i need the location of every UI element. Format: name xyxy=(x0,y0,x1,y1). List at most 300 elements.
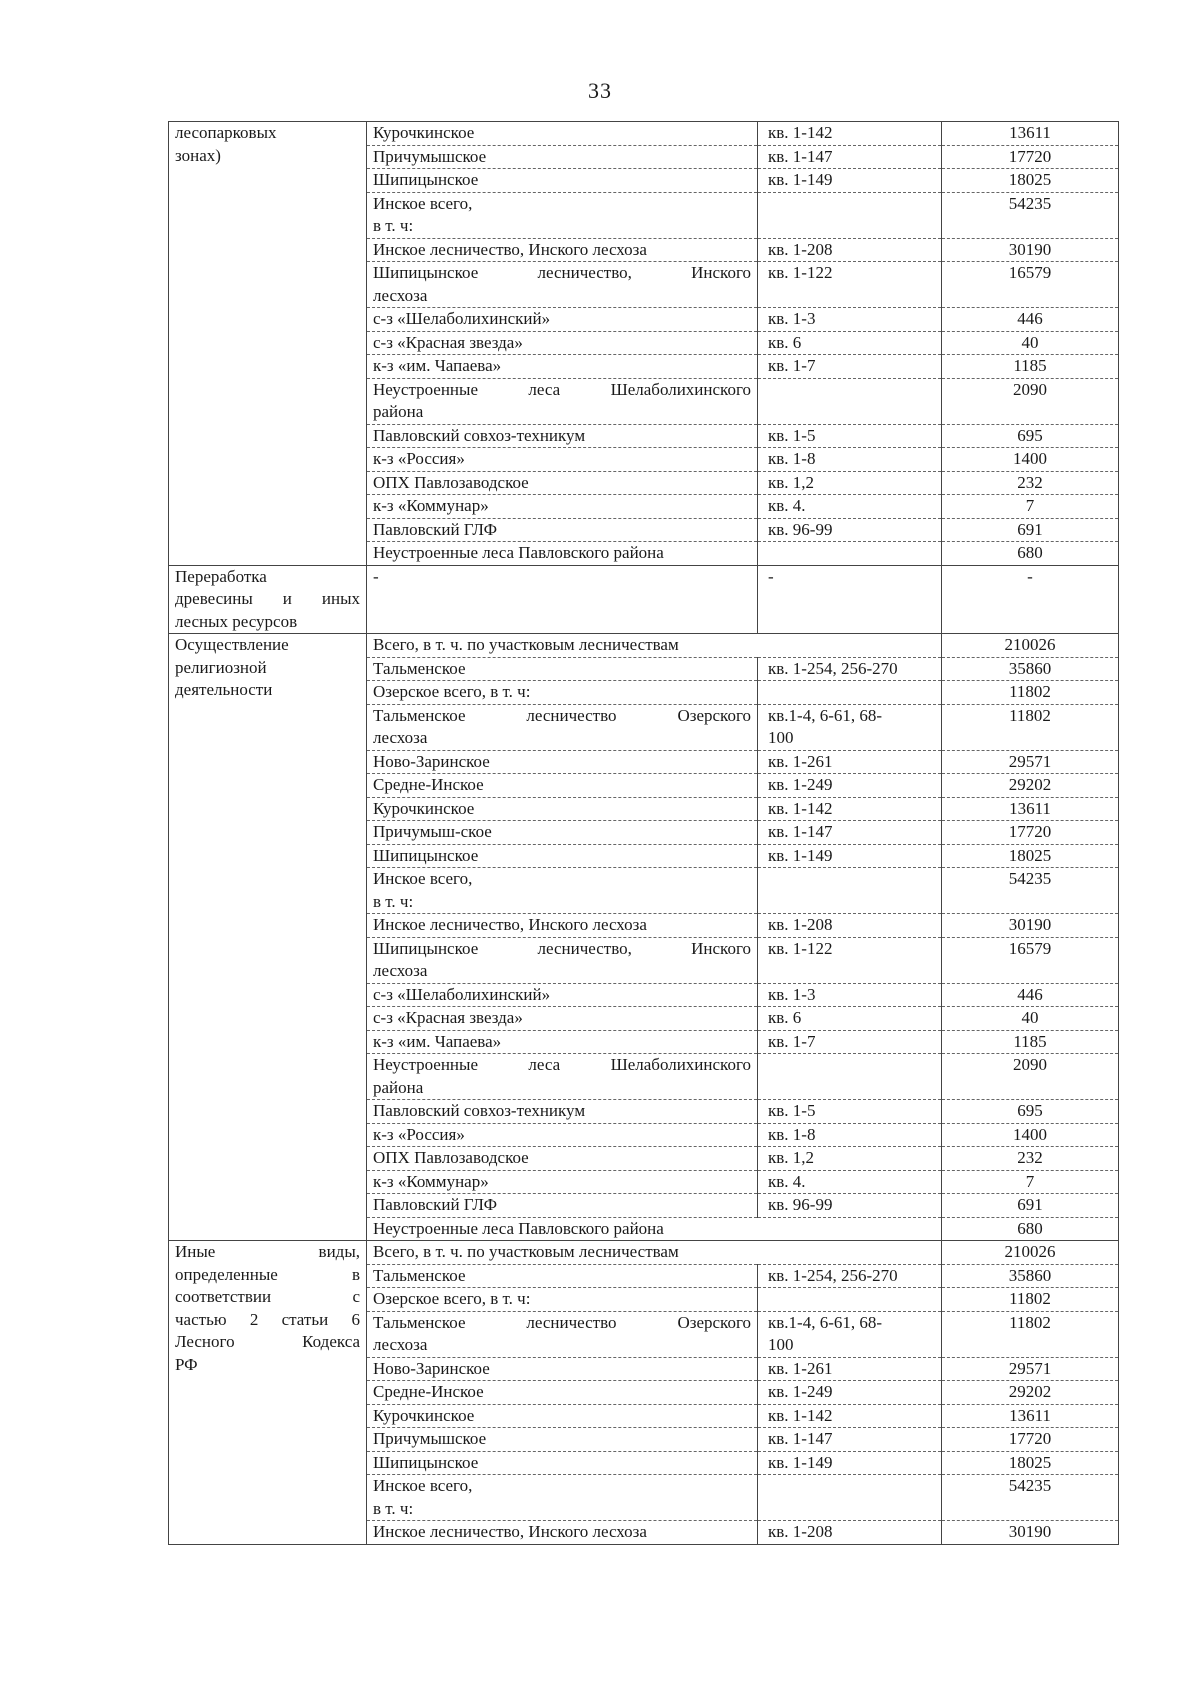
area-value: 29571 xyxy=(1008,1358,1052,1378)
forestry-name-cell xyxy=(367,1007,758,1031)
forestry-name: с-з «Шелаболихинский» xyxy=(373,984,551,1004)
quarters-value: кв. 6 xyxy=(768,332,802,352)
forestry-name-continuation: района xyxy=(373,1077,424,1097)
forestry-name-cell xyxy=(367,378,758,424)
area-cell xyxy=(942,681,1119,705)
area-value: 13611 xyxy=(1009,123,1051,142)
forestry-name-cell xyxy=(367,1451,758,1475)
forestry-name: Тальменское лесничество Озерского xyxy=(373,1312,751,1332)
forestry-name: Неустроенные леса Павловского района xyxy=(373,543,664,562)
forestry-name-cell xyxy=(367,1030,758,1054)
quarters-cell xyxy=(758,1381,942,1405)
quarters-cell xyxy=(758,914,942,938)
quarters-cell xyxy=(758,471,942,495)
forestry-name-cell xyxy=(367,750,758,774)
quarters-cell xyxy=(758,192,942,238)
forestry-name-cell xyxy=(367,1100,758,1124)
area-value: 680 xyxy=(1017,543,1043,562)
area-value: 2090 xyxy=(1013,379,1047,399)
forestry-name-cell xyxy=(367,1428,758,1452)
quarters-cell xyxy=(758,750,942,774)
purpose-cell xyxy=(169,122,367,566)
forestry-name-continuation: лесхоза xyxy=(373,285,428,305)
quarters-cell xyxy=(758,1194,942,1218)
forestry-name: Павловский ГЛФ xyxy=(373,519,498,539)
forestry-name-cell xyxy=(367,308,758,332)
quarters-value: кв. 1-7 xyxy=(768,356,816,375)
forestry-name-cell xyxy=(367,122,758,146)
area-cell xyxy=(942,355,1119,379)
quarters-value: кв. 1-5 xyxy=(768,1101,816,1120)
forestry-name: Инское лесничество, Инского лесхоза xyxy=(373,915,647,934)
forestry-name-cell xyxy=(367,238,758,262)
area-value: 29202 xyxy=(1008,775,1052,794)
quarters-value: кв. 1-261 xyxy=(768,1358,833,1378)
table-section xyxy=(169,565,1119,634)
forestry-name-cell xyxy=(367,1381,758,1405)
quarters-cell xyxy=(758,1428,942,1452)
forestry-name-cell xyxy=(367,355,758,379)
area-cell xyxy=(942,774,1119,798)
area-value: 232 xyxy=(1017,1148,1043,1167)
quarters-value: кв. 1-208 xyxy=(768,915,833,934)
forestry-name: Неустроенные леса Павловского района xyxy=(373,1218,664,1238)
quarters-value: кв. 1-142 xyxy=(768,123,833,142)
quarters-cell xyxy=(758,1451,942,1475)
quarters-cell xyxy=(758,1311,942,1357)
quarters-cell xyxy=(758,424,942,448)
purpose-cell xyxy=(169,634,367,1241)
forestry-name-cell xyxy=(367,1311,758,1357)
area-cell xyxy=(942,1428,1119,1452)
area-cell xyxy=(942,1217,1119,1241)
area-value: 446 xyxy=(1017,984,1043,1004)
area-value: 680 xyxy=(1017,1218,1043,1238)
quarters-value: кв. 1-8 xyxy=(768,1124,816,1144)
forestry-name: Шипицынское xyxy=(373,845,479,865)
area-value: - xyxy=(1027,566,1033,586)
forestry-name-cell xyxy=(367,262,758,308)
quarters-cell xyxy=(758,1123,942,1147)
purpose-line: соответствии с xyxy=(175,1287,360,1306)
quarters-cell xyxy=(758,1288,942,1312)
quarters-cell xyxy=(758,565,942,634)
quarters-value: кв. 1-122 xyxy=(768,938,833,958)
area-value: 17720 xyxy=(1008,146,1052,166)
forestry-name-continuation: в т. ч: xyxy=(373,891,414,911)
purpose-line: Переработка xyxy=(175,566,267,586)
quarters-cell xyxy=(758,308,942,332)
forestry-name: Всего, в т. ч. по участковым лесничествам xyxy=(373,635,679,654)
quarters-value: кв. 1-249 xyxy=(768,1382,833,1401)
forestry-name: - xyxy=(373,566,379,586)
area-value: 29202 xyxy=(1008,1382,1052,1401)
forestry-name: с-з «Красная звезда» xyxy=(373,332,523,352)
forestry-name: ОПХ Павлозаводское xyxy=(373,472,529,492)
quarters-value: кв. 1-149 xyxy=(768,845,833,865)
quarters-cell xyxy=(758,238,942,262)
forestry-name: Озерское всего, в т. ч: xyxy=(373,1289,531,1308)
area-value: 691 xyxy=(1017,1195,1043,1214)
quarters-cell xyxy=(758,774,942,798)
forestry-name-cell xyxy=(367,471,758,495)
forestry-name: Озерское всего, в т. ч: xyxy=(373,682,531,701)
area-cell xyxy=(942,518,1119,542)
quarters-value: кв. 6 xyxy=(768,1008,802,1027)
quarters-cell xyxy=(758,983,942,1007)
area-value: 695 xyxy=(1017,425,1043,445)
area-cell xyxy=(942,1381,1119,1405)
area-cell xyxy=(942,821,1119,845)
table-row xyxy=(169,122,1119,146)
forestry-name-cell xyxy=(367,1241,942,1265)
area-value: 1400 xyxy=(1013,1124,1047,1144)
area-cell xyxy=(942,634,1119,658)
area-cell xyxy=(942,1100,1119,1124)
quarters-value: кв. 1-261 xyxy=(768,751,833,771)
area-cell xyxy=(942,565,1119,634)
area-cell xyxy=(942,1170,1119,1194)
quarters-value: кв. 1-3 xyxy=(768,984,816,1004)
area-cell xyxy=(942,169,1119,193)
quarters-value: кв. 1-149 xyxy=(768,170,833,189)
area-value: 232 xyxy=(1017,472,1043,492)
area-cell xyxy=(942,1241,1119,1265)
quarters-cell xyxy=(758,1521,942,1545)
area-cell xyxy=(942,471,1119,495)
purpose-line: частью 2 статьи 6 xyxy=(175,1309,360,1329)
forestry-name: Средне-Инское xyxy=(373,775,484,794)
forestry-name: ОПХ Павлозаводское xyxy=(373,1148,529,1167)
area-value: 40 xyxy=(1021,332,1039,352)
area-cell xyxy=(942,704,1119,750)
quarters-continuation: 100 xyxy=(768,728,794,747)
quarters-value: кв. 1-149 xyxy=(768,1452,833,1472)
quarters-cell xyxy=(758,542,942,566)
purpose-cell xyxy=(169,1241,367,1545)
area-cell xyxy=(942,1311,1119,1357)
quarters-cell xyxy=(758,797,942,821)
area-cell xyxy=(942,1030,1119,1054)
area-value: 18025 xyxy=(1008,1452,1052,1472)
table-row xyxy=(169,1241,1119,1265)
area-cell xyxy=(942,937,1119,983)
purpose-line: лесных ресурсов xyxy=(175,611,298,631)
quarters-cell xyxy=(758,681,942,705)
forestry-name-cell xyxy=(367,424,758,448)
quarters-value: кв. 1-5 xyxy=(768,425,816,445)
purpose-line: деятельности xyxy=(175,680,273,699)
forestry-name: с-з «Шелаболихинский» xyxy=(373,309,551,328)
forestry-name-cell xyxy=(367,1123,758,1147)
area-cell xyxy=(942,262,1119,308)
quarters-cell xyxy=(758,495,942,519)
quarters-value: кв. 1,2 xyxy=(768,472,815,492)
forestry-name-cell xyxy=(367,681,758,705)
area-value: 695 xyxy=(1017,1101,1043,1120)
area-cell xyxy=(942,145,1119,169)
quarters-value: кв. 96-99 xyxy=(768,1195,833,1214)
area-cell xyxy=(942,1264,1119,1288)
forest-areas-table xyxy=(168,121,1119,1545)
forestry-name-cell xyxy=(367,914,758,938)
quarters-cell xyxy=(758,1030,942,1054)
area-value: 18025 xyxy=(1008,170,1052,189)
forestry-name: Инское всего, xyxy=(373,193,473,213)
quarters-cell xyxy=(758,704,942,750)
forestry-name-cell xyxy=(367,169,758,193)
area-value: 1400 xyxy=(1013,449,1047,468)
forestry-name-cell xyxy=(367,1475,758,1521)
area-cell xyxy=(942,192,1119,238)
forestry-name: с-з «Красная звезда» xyxy=(373,1008,523,1027)
forestry-name: Павловский совхоз-техникум xyxy=(373,1101,586,1120)
quarters-cell xyxy=(758,378,942,424)
area-cell xyxy=(942,797,1119,821)
forestry-name-cell xyxy=(367,1217,942,1241)
forestry-name: Неустроенные леса Шелаболихинского xyxy=(373,379,751,399)
forestry-name-continuation: района xyxy=(373,402,424,421)
quarters-cell xyxy=(758,1054,942,1100)
quarters-value: кв. 1-142 xyxy=(768,798,833,818)
area-cell xyxy=(942,1194,1119,1218)
forestry-name-cell xyxy=(367,937,758,983)
forestry-name-continuation: лесхоза xyxy=(373,1335,428,1354)
area-value: 2090 xyxy=(1013,1055,1047,1074)
area-cell xyxy=(942,1123,1119,1147)
forestry-name-cell xyxy=(367,145,758,169)
area-cell xyxy=(942,914,1119,938)
area-cell xyxy=(942,424,1119,448)
area-value: 16579 xyxy=(1008,263,1052,282)
purpose-line: Осуществление xyxy=(175,635,289,654)
forestry-name: Павловский совхоз-техникум xyxy=(373,425,586,445)
area-value: 1185 xyxy=(1013,1031,1047,1051)
quarters-cell xyxy=(758,1170,942,1194)
table-section xyxy=(169,634,1119,1241)
forestry-name: Шипицынское лесничество, Инского xyxy=(373,263,751,282)
forestry-name: Шипицынское лесничество, Инского xyxy=(373,938,751,958)
forestry-name-cell xyxy=(367,821,758,845)
area-cell xyxy=(942,448,1119,472)
forestry-name-cell xyxy=(367,657,758,681)
page-number: 33 xyxy=(588,78,612,103)
forestry-name: Причумышское xyxy=(373,146,487,166)
forestry-name: Тальменское лесничество Озерского xyxy=(373,705,751,725)
quarters-cell xyxy=(758,518,942,542)
area-cell xyxy=(942,1404,1119,1428)
quarters-cell xyxy=(758,448,942,472)
area-cell xyxy=(942,542,1119,566)
area-value: 13611 xyxy=(1009,1405,1051,1425)
forestry-name: Шипицынское xyxy=(373,170,479,189)
forestry-name-cell xyxy=(367,704,758,750)
forestry-name-continuation: лесхоза xyxy=(373,728,428,747)
area-value: 54235 xyxy=(1008,869,1052,888)
forestry-name: Ново-Заринское xyxy=(373,751,490,771)
area-value: 11802 xyxy=(1009,682,1051,701)
forestry-name-cell xyxy=(367,331,758,355)
forestry-name: к-з «Коммунар» xyxy=(373,496,489,515)
area-cell xyxy=(942,495,1119,519)
area-value: 13611 xyxy=(1009,798,1051,818)
area-value: 1185 xyxy=(1013,356,1047,375)
purpose-line: Иные виды, xyxy=(175,1242,360,1261)
purpose-line: определенные в xyxy=(175,1264,360,1284)
purpose-line: РФ xyxy=(175,1354,198,1374)
area-value: 54235 xyxy=(1008,1476,1052,1495)
quarters-value: кв. 1-249 xyxy=(768,775,833,794)
quarters-cell xyxy=(758,868,942,914)
area-cell xyxy=(942,1521,1119,1545)
area-value: 35860 xyxy=(1008,1265,1052,1285)
forestry-name: Ново-Заринское xyxy=(373,1358,490,1378)
purpose-line: зонах) xyxy=(175,145,221,165)
quarters-cell xyxy=(758,844,942,868)
quarters-value: кв. 1-254, 256-270 xyxy=(768,658,898,678)
quarters-value: кв. 4. xyxy=(768,496,806,515)
quarters-cell xyxy=(758,122,942,146)
quarters-cell xyxy=(758,1357,942,1381)
forestry-name-cell xyxy=(367,1288,758,1312)
forestry-name: Инское лесничество, Инского лесхоза xyxy=(373,1522,647,1541)
quarters-value: кв. 1-122 xyxy=(768,263,833,282)
forestry-name-cell xyxy=(367,565,758,634)
forestry-name: к-з «Коммунар» xyxy=(373,1171,489,1191)
area-value: 7 xyxy=(1025,496,1035,515)
table-section xyxy=(169,122,1119,566)
quarters-cell xyxy=(758,1264,942,1288)
quarters-cell xyxy=(758,1475,942,1521)
area-value: 35860 xyxy=(1008,658,1052,678)
quarters-cell xyxy=(758,937,942,983)
forestry-name-cell xyxy=(367,1264,758,1288)
table-row xyxy=(169,565,1119,634)
quarters-continuation: 100 xyxy=(768,1335,794,1354)
purpose-line: лесопарковых xyxy=(175,123,277,142)
purpose-line: Лесного Кодекса xyxy=(175,1332,360,1351)
forestry-name: Курочкинское xyxy=(373,123,475,142)
forestry-name-cell xyxy=(367,634,942,658)
quarters-cell xyxy=(758,821,942,845)
area-cell xyxy=(942,657,1119,681)
forestry-name: Неустроенные леса Шелаболихинского xyxy=(373,1055,751,1074)
quarters-cell xyxy=(758,1007,942,1031)
forestry-name: Шипицынское xyxy=(373,1452,479,1472)
area-cell xyxy=(942,378,1119,424)
quarters-value: кв. 1-147 xyxy=(768,146,833,166)
quarters-cell xyxy=(758,262,942,308)
purpose-cell xyxy=(169,565,367,634)
forestry-name-cell xyxy=(367,1170,758,1194)
area-value: 29571 xyxy=(1008,751,1052,771)
forestry-name: Инское всего, xyxy=(373,1476,473,1495)
table-section xyxy=(169,1241,1119,1545)
forestry-name: к-з «им. Чапаева» xyxy=(373,356,502,375)
forestry-name-continuation: в т. ч: xyxy=(373,1498,414,1518)
purpose-line: древесины и иных xyxy=(175,589,360,608)
table-row xyxy=(169,634,1119,658)
quarters-value: кв. 1-8 xyxy=(768,449,816,468)
area-cell xyxy=(942,331,1119,355)
forestry-name-continuation: лесхоза xyxy=(373,961,428,980)
forestry-name-cell xyxy=(367,1194,758,1218)
forestry-name-cell xyxy=(367,774,758,798)
area-cell xyxy=(942,868,1119,914)
area-cell xyxy=(942,1147,1119,1171)
quarters-cell xyxy=(758,331,942,355)
area-cell xyxy=(942,1475,1119,1521)
area-value: 30190 xyxy=(1008,915,1052,934)
area-value: 691 xyxy=(1017,519,1043,539)
area-value: 11802 xyxy=(1009,705,1051,725)
area-cell xyxy=(942,122,1119,146)
forestry-name: Средне-Инское xyxy=(373,1382,484,1401)
area-value: 40 xyxy=(1021,1008,1039,1027)
forestry-name-cell xyxy=(367,1521,758,1545)
quarters-cell xyxy=(758,657,942,681)
forestry-name: Инское всего, xyxy=(373,869,473,888)
quarters-value: кв. 1-142 xyxy=(768,1405,833,1425)
quarters-value: кв. 1-7 xyxy=(768,1031,816,1051)
area-value: 17720 xyxy=(1008,1429,1052,1448)
quarters-value: кв. 1-147 xyxy=(768,822,833,841)
quarters-value: кв. 1-3 xyxy=(768,309,816,328)
forestry-name-cell xyxy=(367,518,758,542)
forestry-name: Инское лесничество, Инского лесхоза xyxy=(373,239,647,259)
area-value: 210026 xyxy=(1004,1242,1056,1261)
forestry-name: Причумыш-ское xyxy=(373,822,492,841)
quarters-value: кв. 1-208 xyxy=(768,239,833,259)
quarters-cell xyxy=(758,355,942,379)
area-value: 446 xyxy=(1017,309,1043,328)
forestry-name: Всего, в т. ч. по участковым лесничествам xyxy=(373,1242,679,1261)
area-value: 54235 xyxy=(1008,193,1052,213)
forestry-name-cell xyxy=(367,844,758,868)
area-value: 16579 xyxy=(1008,938,1052,958)
forestry-name: к-з «Россия» xyxy=(373,449,465,468)
forestry-name: к-з «Россия» xyxy=(373,1124,465,1144)
forestry-name-cell xyxy=(367,1404,758,1428)
area-value: 18025 xyxy=(1008,845,1052,865)
area-value: 210026 xyxy=(1004,635,1056,654)
forestry-name-cell xyxy=(367,495,758,519)
quarters-value: кв. 1-208 xyxy=(768,1522,833,1541)
forestry-name: Тальменское xyxy=(373,1265,466,1285)
quarters-value: кв. 1-254, 256-270 xyxy=(768,1265,898,1285)
quarters-cell xyxy=(758,1147,942,1171)
forestry-name-cell xyxy=(367,448,758,472)
forestry-name: Курочкинское xyxy=(373,1405,475,1425)
quarters-value: кв. 4. xyxy=(768,1171,806,1191)
forestry-name-cell xyxy=(367,1147,758,1171)
area-value: 30190 xyxy=(1008,239,1052,259)
forestry-name: Тальменское xyxy=(373,658,466,678)
area-cell xyxy=(942,1007,1119,1031)
area-value: 17720 xyxy=(1008,822,1052,841)
forestry-name: к-з «им. Чапаева» xyxy=(373,1031,502,1051)
area-cell xyxy=(942,1357,1119,1381)
forestry-name-cell xyxy=(367,868,758,914)
forestry-name-cell xyxy=(367,1357,758,1381)
quarters-cell xyxy=(758,145,942,169)
area-cell xyxy=(942,844,1119,868)
area-cell xyxy=(942,1451,1119,1475)
purpose-line: религиозной xyxy=(175,657,267,677)
quarters-cell xyxy=(758,169,942,193)
forestry-name-continuation: в т. ч: xyxy=(373,216,414,235)
forestry-name-cell xyxy=(367,797,758,821)
